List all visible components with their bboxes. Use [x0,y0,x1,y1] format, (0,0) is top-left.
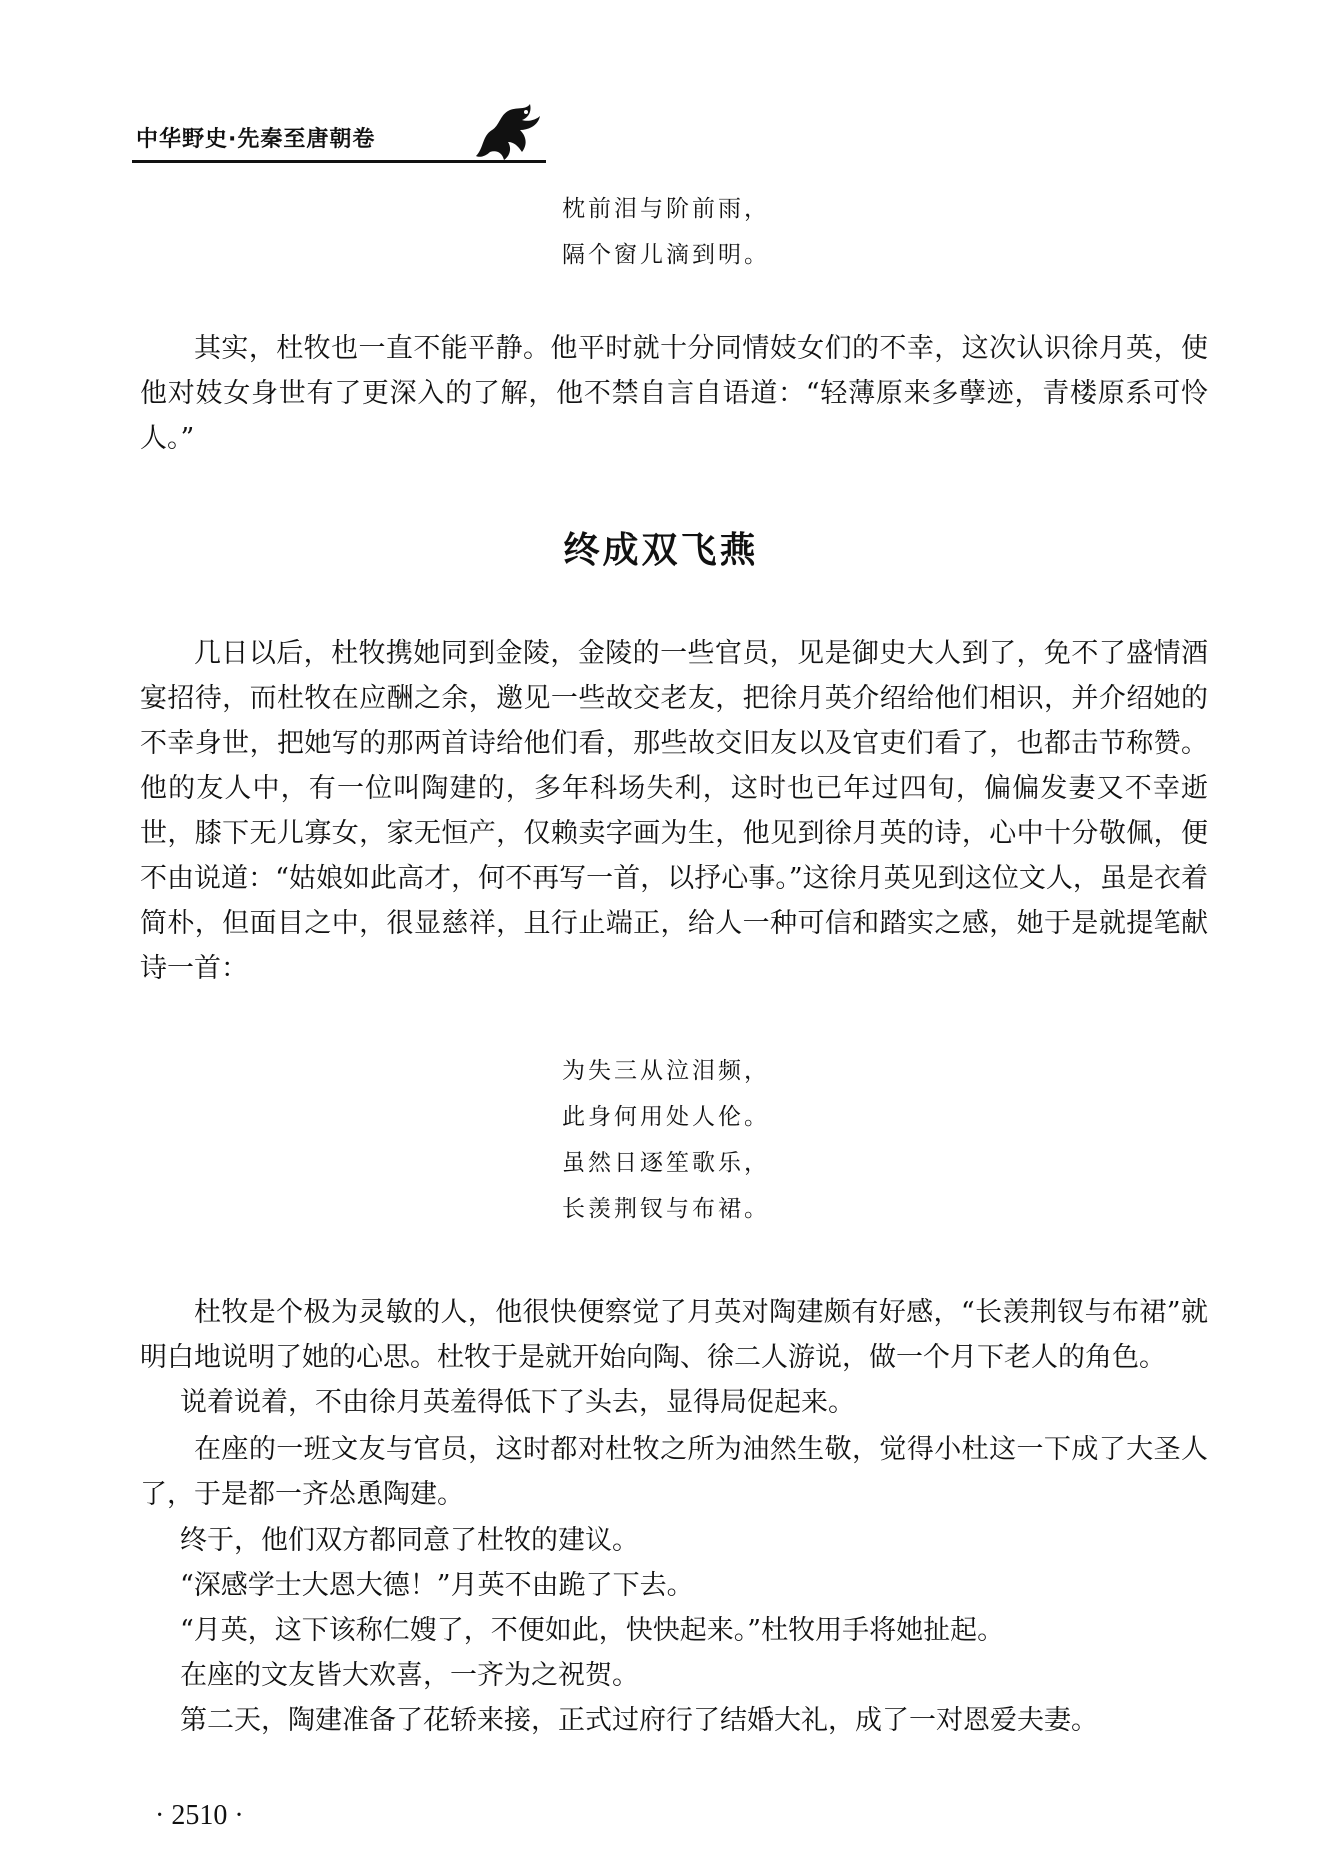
paragraph: 几日以后，杜牧携她同到金陵，金陵的一些官员，见是御史大人到了，免不了盛情酒宴招待，而杜牧在应酬之余，邀见一些故交老友，把徐月英介绍给他们相识，并介绍她的不幸身世，把她写的那两首诗给他们看，那些故交旧友以及官吏们看了，也都击节称赞。他的友人中，有一位叫陶建的，多年科场失利，这时也已年过四旬，偏偏发妻又不幸逝世，膝下无儿寡女，家无恒产，仅赖卖字画为生，他见到徐月英的诗，心中十分敬佩，便不由说道：“姑娘如此高才，何不再写一首，以抒心事。”这徐月英见到这位文人，虽是衣着简朴，但面目之中，很显慈祥，且行止端正，给人一种可信和踏实之感，她于是就提笔献诗一首： [140,638,1208,984]
book-title: 中华野史·先秦至唐朝卷 [136,127,376,152]
header-rule [132,160,546,163]
poem-1 [562,186,770,278]
poem-line: 虽然日逐笙歌乐， [562,1150,770,1176]
paragraph: 说着说着，不由徐月英羞得低下了头去，显得局促起来。 [180,1387,855,1418]
poem-line: 此身何用处人伦。 [562,1104,770,1130]
paragraph: 杜牧是个极为灵敏的人，他很快便察觉了月英对陶建颇有好感，“长羡荆钗与布裙”就明白地说明了她的心思。杜牧于是就开始向陶、徐二人游说，做一个月下老人的角色。 [140,1297,1208,1373]
running-header [132,100,542,180]
poem-line: 枕前泪与阶前雨， [562,196,770,222]
paragraph: 在座的文友皆大欢喜，一齐为之祝贺。 [180,1660,639,1691]
poem-line: 隔个窗儿滴到明。 [562,242,770,268]
paragraph: “月英，这下该称仁嫂了，不便如此，快快起来。”杜牧用手将她扯起。 [180,1615,1005,1646]
paragraph: 终于，他们双方都同意了杜牧的建议。 [180,1525,639,1556]
poem-2 [562,1048,770,1232]
dragon-icon [470,100,542,164]
paragraph: “深感学士大恩大德！”月英不由跪了下去。 [180,1570,694,1601]
paragraph: 其实，杜牧也一直不能平静。他平时就十分同情妓女们的不幸，这次认识徐月英，使他对妓女身世有了更深入的了解，他不禁自言自语道：“轻薄原来多孽迹，青楼原系可怜人。” [140,333,1208,454]
poem-line: 为失三从泣泪频， [562,1058,770,1084]
paragraph: 在座的一班文友与官员，这时都对杜牧之所为油然生敬，觉得小杜这一下成了大圣人了，于是都一齐怂恿陶建。 [140,1434,1208,1510]
paragraph: 第二天，陶建准备了花轿来接，正式过府行了结婚大礼，成了一对恩爱夫妻。 [180,1705,1098,1736]
poem-line: 长羡荆钗与布裙。 [562,1196,770,1222]
page-number: · 2510 · [155,1800,244,1831]
section-title: 终成双飞燕 [563,530,759,571]
